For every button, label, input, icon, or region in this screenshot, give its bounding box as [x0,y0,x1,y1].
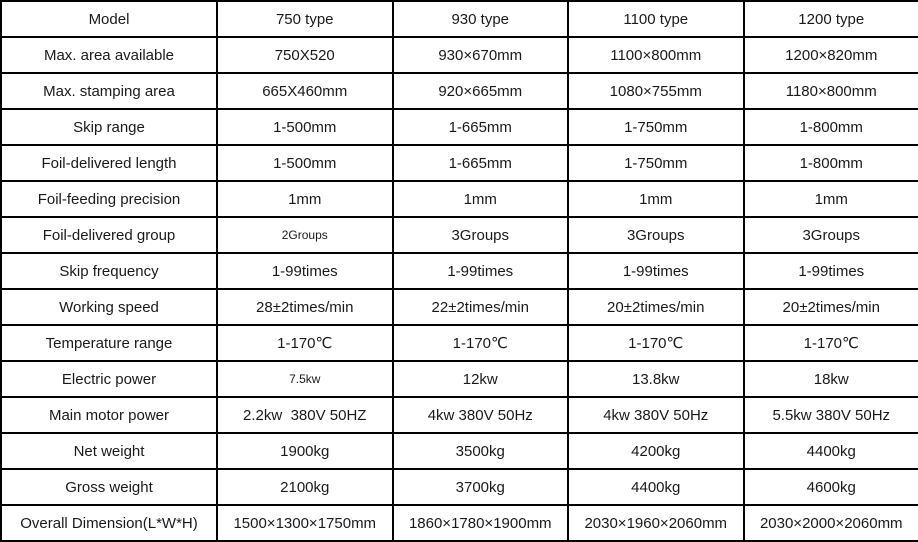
table-cell: 4400kg [744,433,918,469]
table-cell: 1180×800mm [744,73,918,109]
row-label: Working speed [1,289,217,325]
table-cell: 4kw 380V 50Hz [393,397,569,433]
table-cell: 920×665mm [393,73,569,109]
table-cell: 2100kg [217,469,393,505]
table-cell: 2030×2000×2060mm [744,505,918,541]
table-cell: 1-800mm [744,145,918,181]
header-cell-type: 930 type [393,1,569,37]
table-cell: 4200kg [568,433,744,469]
table-header-row [1,1,918,37]
table-cell: 1100×800mm [568,37,744,73]
table-cell: 1900kg [217,433,393,469]
table-row [1,469,918,505]
table-cell: 1-800mm [744,109,918,145]
row-label: Foil-feeding precision [1,181,217,217]
table-cell: 665X460mm [217,73,393,109]
table-cell: 2030×1960×2060mm [568,505,744,541]
table-cell: 22±2times/min [393,289,569,325]
row-label: Foil-delivered group [1,217,217,253]
table-cell: 1500×1300×1750mm [217,505,393,541]
row-label: Foil-delivered length [1,145,217,181]
table-body [1,37,918,541]
table-cell: 750X520 [217,37,393,73]
table-row [1,109,918,145]
table-cell: 1200×820mm [744,37,918,73]
table-cell: 2.2kw 380V 50HZ [217,397,393,433]
table-row [1,217,918,253]
table-cell: 3Groups [568,217,744,253]
row-label: Electric power [1,361,217,397]
row-label: Max. stamping area [1,73,217,109]
header-cell-model: Model [1,1,217,37]
table-row [1,505,918,541]
table-cell: 7.5kw [217,361,393,397]
table-cell: 20±2times/min [568,289,744,325]
table-cell: 4kw 380V 50Hz [568,397,744,433]
table-cell: 930×670mm [393,37,569,73]
table-cell: 3Groups [744,217,918,253]
table-cell: 1mm [393,181,569,217]
header-cell-type: 1200 type [744,1,918,37]
table-cell: 1080×755mm [568,73,744,109]
row-label: Max. area available [1,37,217,73]
row-label: Skip frequency [1,253,217,289]
table-cell: 1-170℃ [568,325,744,361]
table-cell: 1-99times [393,253,569,289]
table-row [1,397,918,433]
table-cell: 1860×1780×1900mm [393,505,569,541]
table-cell: 5.5kw 380V 50Hz [744,397,918,433]
table-cell: 1-170℃ [393,325,569,361]
table-cell: 1-170℃ [217,325,393,361]
table-cell: 1-665mm [393,145,569,181]
row-label: Main motor power [1,397,217,433]
table-row [1,289,918,325]
table-cell: 4400kg [568,469,744,505]
table-row [1,181,918,217]
table-row [1,253,918,289]
table-cell: 1mm [217,181,393,217]
table-cell: 1-99times [217,253,393,289]
table-cell: 1-500mm [217,109,393,145]
table-cell: 4600kg [744,469,918,505]
table-cell: 18kw [744,361,918,397]
table-head [1,1,918,37]
row-label: Net weight [1,433,217,469]
table-row [1,361,918,397]
table-cell: 1-99times [568,253,744,289]
table-cell: 1-750mm [568,109,744,145]
table-cell: 3700kg [393,469,569,505]
header-cell-type: 750 type [217,1,393,37]
table-cell: 2Groups [217,217,393,253]
table-cell: 3Groups [393,217,569,253]
table-cell: 28±2times/min [217,289,393,325]
table-row [1,37,918,73]
table-cell: 13.8kw [568,361,744,397]
table-cell: 1-665mm [393,109,569,145]
table-cell: 20±2times/min [744,289,918,325]
table-cell: 3500kg [393,433,569,469]
table-row [1,433,918,469]
table-cell: 1-500mm [217,145,393,181]
row-label: Overall Dimension(L*W*H) [1,505,217,541]
row-label: Gross weight [1,469,217,505]
table-row [1,145,918,181]
table-cell: 1-170℃ [744,325,918,361]
table-row [1,73,918,109]
table-cell: 12kw [393,361,569,397]
table-cell: 1-99times [744,253,918,289]
table-cell: 1mm [568,181,744,217]
row-label: Temperature range [1,325,217,361]
header-cell-type: 1100 type [568,1,744,37]
row-label: Skip range [1,109,217,145]
table-cell: 1mm [744,181,918,217]
table-cell: 1-750mm [568,145,744,181]
table-row [1,325,918,361]
